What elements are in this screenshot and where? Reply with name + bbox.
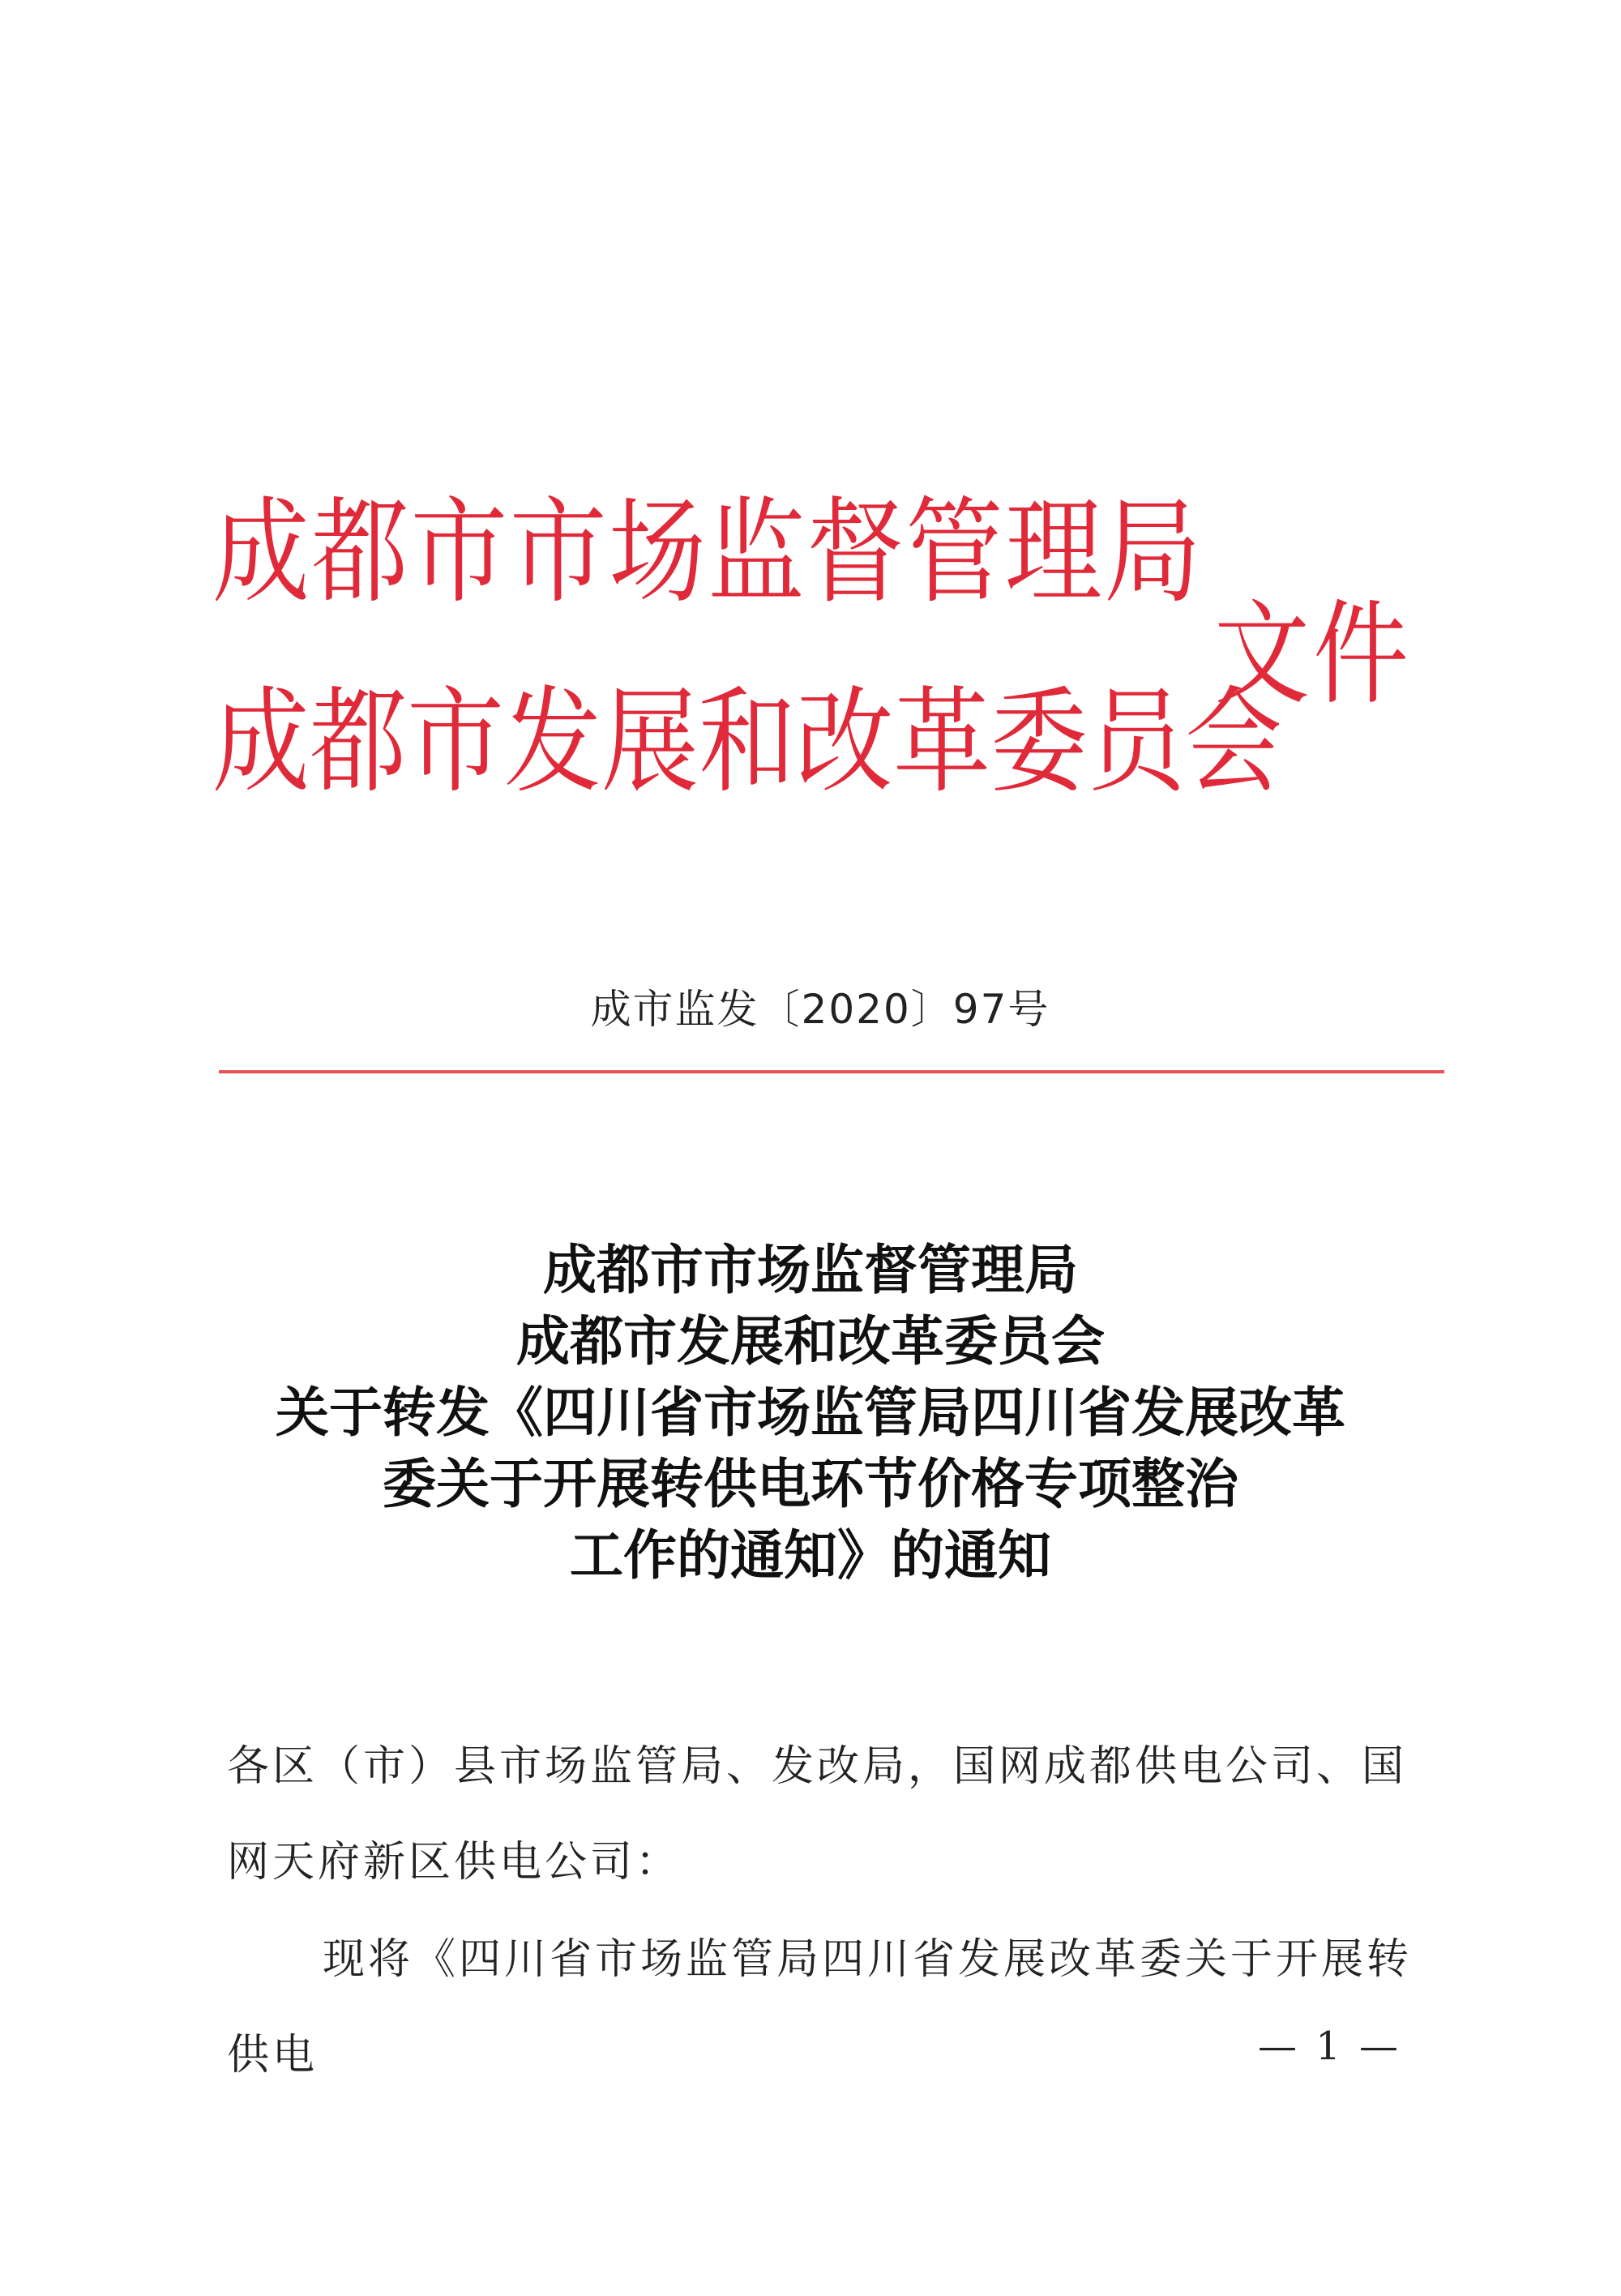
- issuer-char: 督: [806, 486, 905, 620]
- issuer-char: 和: [699, 676, 796, 810]
- issuer-char: 监: [708, 486, 806, 620]
- document-number: 成市监发〔2020〕97号: [590, 986, 1050, 1033]
- page-number: — 1 —: [1258, 2024, 1402, 2069]
- issuer-char: 成: [212, 486, 310, 620]
- issuer-char: 改: [796, 676, 893, 810]
- issuer-char: 理: [1004, 486, 1102, 620]
- title-line: 委关于开展转供电环节价格专项整治: [383, 1452, 1238, 1515]
- issuer-char: 市: [410, 486, 508, 620]
- body-paragraph: 现将《四川省市场监管局四川省发展改革委关于开展转供电: [227, 1935, 1413, 2080]
- title-line: 工作的通知》的通知: [570, 1523, 1051, 1587]
- title-line: 成都市发展和改革委员会: [516, 1309, 1105, 1373]
- issuer-line-development-reform: [212, 676, 1282, 810]
- issuer-char: 员: [1088, 676, 1185, 810]
- issuer-char: 都: [310, 676, 407, 810]
- title-line: 关于转发《四川省市场监管局四川省发展改革: [276, 1381, 1345, 1444]
- title-line: 成都市市场监督管理局: [543, 1238, 1078, 1301]
- issuer-char: 会: [1185, 676, 1282, 810]
- issuer-char: 市: [509, 486, 607, 620]
- issuer-line-market-regulation: [212, 486, 1201, 620]
- red-separator-line: [219, 1070, 1444, 1073]
- letterhead-suffix: 文件: [1214, 588, 1413, 721]
- issuer-char: 发: [504, 676, 601, 810]
- issuer-char: 市: [407, 676, 504, 810]
- addressee-paragraph: 各区（市）县市场监管局、发改局，国网成都供电公司、国网天府新区供电公司：: [227, 1742, 1408, 1887]
- issuer-char: 革: [893, 676, 990, 810]
- issuer-char: 成: [212, 676, 310, 810]
- issuer-char: 管: [905, 486, 1003, 620]
- issuer-char: 委: [990, 676, 1088, 810]
- issuer-char: 局: [1103, 486, 1201, 620]
- issuer-char: 场: [608, 486, 706, 620]
- document-title: [0, 1234, 1621, 1591]
- issuer-char: 展: [601, 676, 699, 810]
- issuer-char: 都: [311, 486, 409, 620]
